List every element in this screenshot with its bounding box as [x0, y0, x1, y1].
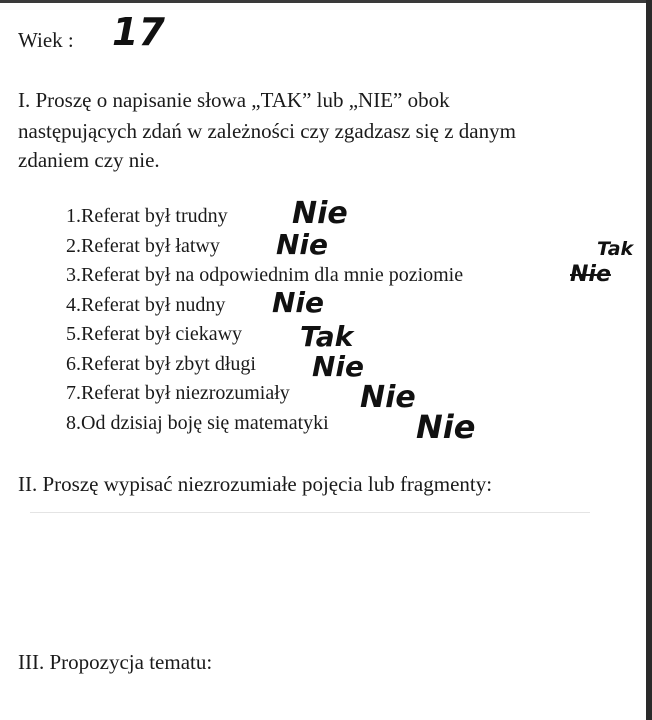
section1-title-line1: I. Proszę o napisanie słowa „TAK” lub „NIE” obok: [18, 88, 450, 112]
answer-1: Nie: [292, 196, 348, 231]
answer-2: Nie: [276, 228, 329, 261]
age-value: 17: [112, 10, 165, 54]
section2-title: II. Proszę wypisać niezrozumiałe pojęcia lub fragmenty:: [18, 472, 493, 496]
question-6: 6.Referat był zbyt długi: [66, 353, 256, 375]
answer-8: Nie: [416, 408, 476, 446]
question-7: 7.Referat był niezrozumiały: [66, 382, 290, 404]
question-3: 3.Referat był na odpowiednim dla mnie poziomie: [66, 264, 464, 286]
answer-6: Nie: [312, 350, 365, 383]
section1-title-line2: następujących zdań w zależności czy zgadzasz się z danym: [18, 119, 516, 143]
answer-7: Nie: [360, 380, 416, 415]
answer-5: Tak: [300, 320, 354, 353]
question-4: 4.Referat był nudny: [66, 294, 226, 316]
writing-line: [30, 512, 590, 513]
question-8: 8.Od dzisiaj boję się matematyki: [66, 412, 329, 434]
section1-title-line3: zdaniem czy nie.: [18, 148, 160, 172]
answer-3: Tak: [597, 238, 634, 260]
answer-3-crossed-out: Nie: [570, 262, 611, 287]
question-1: 1.Referat był trudny: [66, 205, 228, 227]
section3-title: III. Propozycja tematu:: [18, 650, 213, 674]
scan-right-edge: [646, 0, 652, 720]
question-5: 5.Referat był ciekawy: [66, 323, 243, 345]
age-label: Wiek :: [18, 28, 74, 52]
scan-top-edge: [0, 0, 652, 7]
answer-4: Nie: [272, 286, 325, 319]
question-2: 2.Referat był łatwy: [66, 235, 220, 257]
